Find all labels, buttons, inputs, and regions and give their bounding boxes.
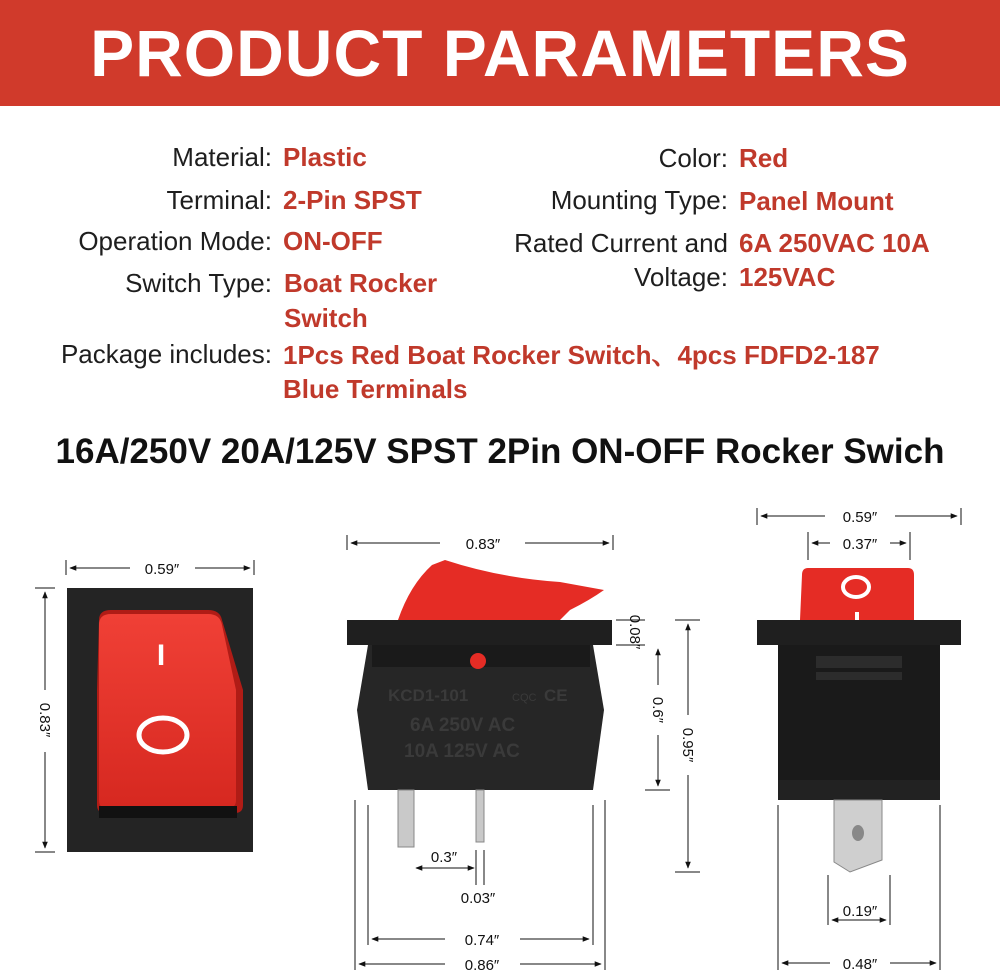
terminal-value: 2-Pin SPST [283,185,422,215]
side-view [347,535,700,974]
terminal-label: Terminal: [166,185,272,215]
right-pin [476,790,484,842]
body-width-dim: 0.74″ [464,932,500,949]
model-marking: KCD1-101 [388,686,469,705]
side-rocker [398,560,604,620]
mounting-label: Mounting Type: [550,185,728,215]
color-value: Red [739,143,789,173]
cqc-marking: CQC [512,692,537,704]
product-subtitle: 16A/250V 20A/125V SPST 2Pin ON-OFF Rocker Swich [55,432,945,471]
end-body-width-dim: 0.48″ [842,956,878,973]
package-value-line2: Blue Terminals [283,374,468,404]
front-width-dim: 0.59″ [144,561,180,578]
terminal-width-dim: 0.19″ [842,903,878,920]
end-view [757,508,961,973]
rated-label-line2: Voltage: [634,262,728,292]
switch-type-value-line2: Switch [284,303,368,333]
pin-thickness-dim: 0.03″ [460,890,496,907]
end-flange [757,620,961,645]
front-view [35,560,254,852]
color-label: Color: [658,143,728,173]
package-label: Package includes: [60,339,272,369]
on-symbol: I [156,639,166,672]
side-flange [347,620,612,645]
material-label: Material: [172,142,272,172]
mounting-value: Panel Mount [739,186,894,216]
ce-marking: CE [544,686,568,705]
switch-type-label: Switch Type: [125,268,272,298]
front-height-dim: 0.83″ [36,702,53,738]
package-value-line1: 1Pcs Red Boat Rocker Switch、4pcs FDFD2-187 [283,340,880,370]
flange-dim: 0.08″ [626,614,643,650]
indicator-dot [470,653,486,669]
front-rocker-base [99,806,237,818]
rated-value-line1: 6A 250VAC 10A [739,228,930,258]
rating-marking-1: 6A 250V AC [410,715,516,736]
body-dim: 0.6″ [649,696,666,724]
overall-width-dim: 0.86″ [464,957,500,974]
rated-value-line2: 125VAC [739,262,836,292]
rated-label-line1: Rated Current and [514,228,728,258]
rating-marking-2: 10A 125V AC [404,741,520,762]
left-pin [398,790,414,847]
operation-mode-value: ON-OFF [283,226,383,256]
operation-mode-label: Operation Mode: [78,226,272,256]
end-rocker-width-dim: 0.37″ [842,536,878,553]
material-value: Plastic [283,142,367,172]
page-title: PRODUCT PARAMETERS [90,16,910,90]
total-height-dim: 0.95″ [679,727,696,763]
side-width-dim: 0.83″ [465,536,501,553]
pin-spacing-dim: 0.3″ [430,849,458,866]
switch-type-value-line1: Boat Rocker [284,268,438,298]
front-rocker [99,614,236,808]
end-outer-width-dim: 0.59″ [842,509,878,526]
